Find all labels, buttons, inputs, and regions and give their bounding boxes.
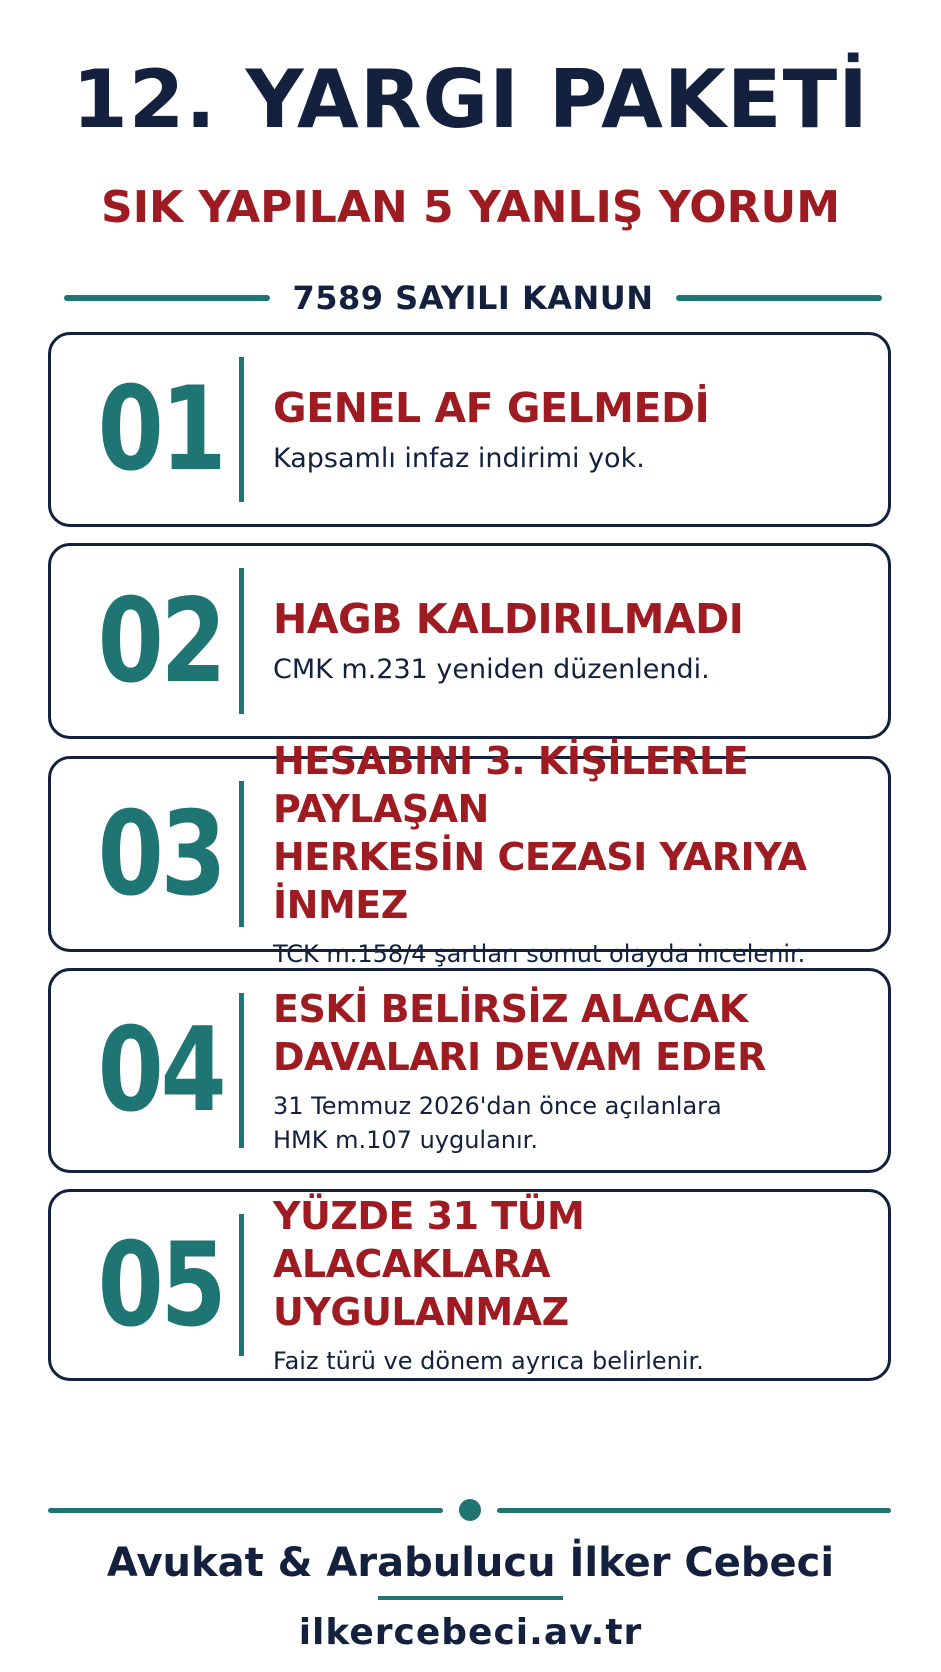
item-number: 03	[97, 786, 224, 922]
item-card-2	[48, 543, 891, 739]
divider-line-left	[64, 295, 270, 301]
item-card-5	[48, 1189, 891, 1381]
item-heading: ESKİ BELİRSİZ ALACAK DAVALARI DEVAM EDER	[273, 986, 766, 1079]
item-card-3	[48, 739, 891, 968]
law-divider	[64, 268, 882, 328]
footer-line-right	[497, 1508, 892, 1513]
item-description: Faiz türü ve dönem ayrıca belirlenir.	[273, 1347, 704, 1375]
item-heading: HAGB KALDIRILMADI	[273, 595, 744, 643]
item-content	[273, 335, 874, 524]
item-separator	[239, 1214, 244, 1356]
item-number: 01	[97, 362, 224, 497]
website-link[interactable]: ilkercebeci.av.tr	[298, 1612, 643, 1653]
item-card-4	[48, 968, 891, 1173]
page-title: 12. YARGI PAKETİ	[72, 53, 869, 146]
item-description: 31 Temmuz 2026'dan önce açılanlara HMK m.107 uygulanır.	[273, 1091, 722, 1154]
footer-divider	[48, 1498, 891, 1522]
divider-line-right	[676, 295, 882, 301]
author-underline	[378, 1596, 563, 1600]
item-separator	[239, 568, 244, 714]
item-content	[273, 546, 874, 736]
item-description: TCK m.158/4 şartları somut olayda incelenir.	[273, 940, 806, 968]
item-separator	[239, 781, 244, 927]
law-label: 7589 SAYILI KANUN	[292, 279, 654, 317]
item-card-1	[48, 332, 891, 527]
item-number: 05	[97, 1217, 224, 1353]
item-content	[273, 1192, 874, 1378]
item-content	[273, 739, 874, 968]
item-heading: HESABINI 3. KİŞİLERLE PAYLAŞAN HERKESİN CEZASI YARIYA İNMEZ	[273, 739, 807, 927]
item-heading: YÜZDE 31 TÜM ALACAKLARA UYGULANMAZ	[273, 1194, 585, 1334]
item-description: Kapsamlı infaz indirimi yok.	[273, 442, 645, 474]
footer-line-left	[48, 1508, 443, 1513]
item-separator	[239, 993, 244, 1148]
footer-dot	[459, 1499, 481, 1521]
item-content	[273, 971, 874, 1170]
item-separator	[239, 357, 244, 502]
item-description: CMK m.231 yeniden düzenlendi.	[273, 654, 710, 685]
item-number: 04	[97, 1003, 224, 1138]
page-subtitle: SIK YAPILAN 5 YANLIŞ YORUM	[101, 182, 840, 233]
item-number: 02	[97, 573, 224, 709]
author-name: Avukat & Arabulucu İlker Cebeci	[106, 1540, 835, 1586]
item-heading: GENEL AF GELMEDİ	[273, 383, 710, 432]
